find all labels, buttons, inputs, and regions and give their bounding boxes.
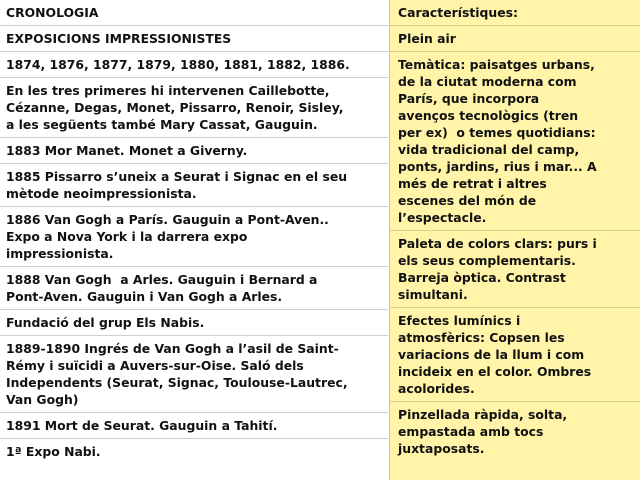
row-separator bbox=[0, 137, 388, 138]
chronology-entry: 1888 Van Gogh a Arles. Gauguin i Bernard a Pont-Aven. Gauguin i Van Gogh a Arles. bbox=[6, 272, 318, 304]
chronology-entry: 1883 Mor Manet. Monet a Giverny. bbox=[6, 143, 248, 158]
row-separator bbox=[390, 307, 640, 308]
row-separator bbox=[390, 25, 640, 26]
characteristic-entry: Paleta de colors clars: purs i els seus complementaris. Barreja òptica. Contrast simultani. bbox=[398, 236, 597, 302]
row-separator bbox=[0, 412, 388, 413]
row-separator bbox=[0, 335, 388, 336]
characteristics-heading: Característiques: bbox=[398, 5, 518, 20]
chronology-entry: Fundació del grup Els Nabis. bbox=[6, 315, 205, 330]
row-separator bbox=[0, 309, 388, 310]
row-separator bbox=[0, 163, 388, 164]
chronology-entry: 1885 Pissarro s’uneix a Seurat i Signac en el seu mètode neoimpressionista. bbox=[6, 169, 348, 201]
row-separator bbox=[0, 206, 388, 207]
row-separator bbox=[0, 438, 388, 439]
characteristics-column bbox=[390, 0, 640, 480]
chronology-entry: 1874, 1876, 1877, 1879, 1880, 1881, 1882, 1886. bbox=[6, 57, 350, 72]
row-separator bbox=[0, 25, 388, 26]
characteristic-entry: Plein air bbox=[398, 31, 456, 46]
chronology-entry: 1886 Van Gogh a París. Gauguin a Pont-Aven.. Expo a Nova York i la darrera expo impressionista. bbox=[6, 212, 329, 261]
characteristic-entry: Temàtica: paisatges urbans, de la ciutat moderna com París, que incorpora avenços tecnològics (tren per ex) o temes quotidians: vida tradicional del camp, ponts, jardins, rius i mar... A més de retrat i altres escenes del món de l’espectacle. bbox=[398, 57, 597, 225]
chronology-entry: En les tres primeres hi intervenen Caillebotte, Cézanne, Degas, Monet, Pissarro, Renoir, Sisley, a les següents també Mary Cassat, Gauguin. bbox=[6, 83, 344, 132]
row-separator bbox=[390, 401, 640, 402]
chronology-heading: CRONOLOGIA bbox=[6, 5, 99, 20]
row-separator bbox=[0, 51, 388, 52]
chronology-entry: 1891 Mort de Seurat. Gauguin a Tahití. bbox=[6, 418, 278, 433]
characteristic-entry: Pinzellada ràpida, solta, empastada amb tocs juxtaposats. bbox=[398, 407, 568, 456]
row-separator bbox=[390, 230, 640, 231]
characteristic-entry: Efectes lumínics i atmosfèrics: Copsen les variacions de la llum i com incideix en el color. Ombres acolorides. bbox=[398, 313, 592, 396]
chronology-entry: 1ª Expo Nabi. bbox=[6, 444, 101, 459]
exhibitions-heading: EXPOSICIONS IMPRESSIONISTES bbox=[6, 31, 232, 46]
row-separator bbox=[390, 51, 640, 52]
chronology-entry: 1889-1890 Ingrés de Van Gogh a l’asil de Saint- Rémy i suïcidi a Auvers-sur-Oise. Saló dels Independents (Seurat, Signac, Toulouse-Lautrec, Van Gogh) bbox=[6, 341, 348, 407]
row-separator bbox=[0, 266, 388, 267]
row-separator bbox=[0, 77, 388, 78]
